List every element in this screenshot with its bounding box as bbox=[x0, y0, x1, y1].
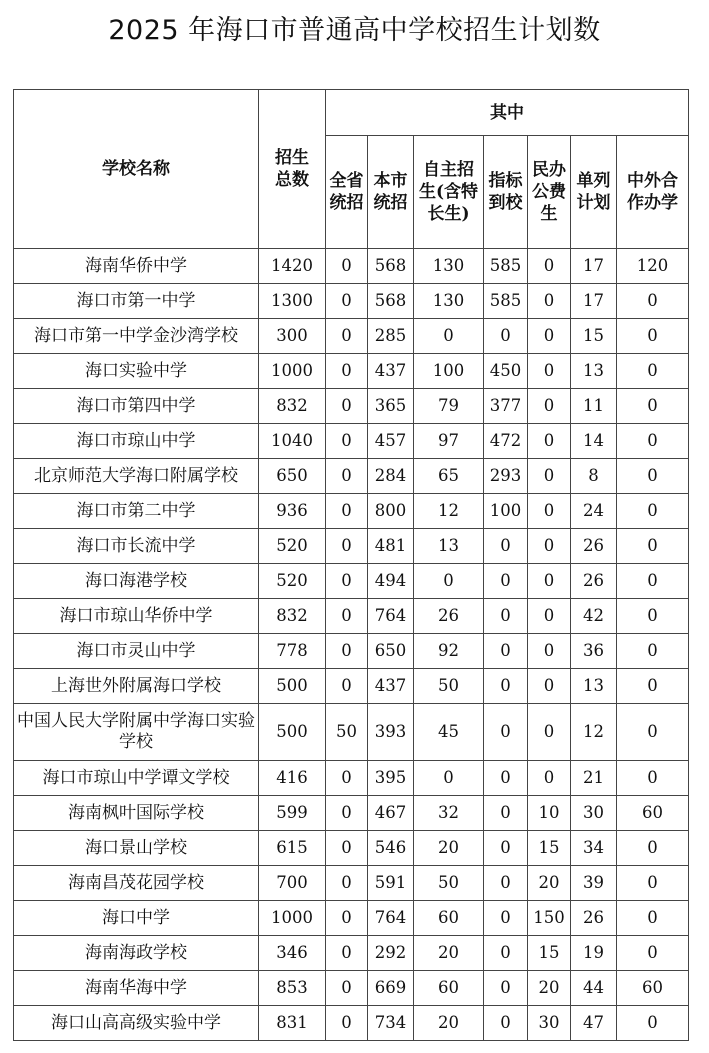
header-city bbox=[368, 136, 414, 249]
independent-cell: 50 bbox=[414, 866, 484, 901]
separate-cell: 19 bbox=[571, 936, 617, 971]
private-public-cell: 30 bbox=[528, 1006, 571, 1041]
total-cell: 615 bbox=[259, 831, 326, 866]
total-cell: 1300 bbox=[259, 284, 326, 319]
separate-cell: 12 bbox=[571, 704, 617, 761]
sino-foreign-cell: 0 bbox=[617, 669, 689, 704]
sino-foreign-cell: 0 bbox=[617, 634, 689, 669]
sino-foreign-cell: 0 bbox=[617, 494, 689, 529]
total-cell: 500 bbox=[259, 704, 326, 761]
city-cell: 800 bbox=[368, 494, 414, 529]
school-name-cell: 海口市第四中学 bbox=[14, 389, 259, 424]
city-cell: 764 bbox=[368, 901, 414, 936]
total-cell: 500 bbox=[259, 669, 326, 704]
table-row bbox=[14, 319, 689, 354]
private-public-cell: 0 bbox=[528, 249, 571, 284]
city-cell: 546 bbox=[368, 831, 414, 866]
city-cell: 365 bbox=[368, 389, 414, 424]
provincial-cell: 0 bbox=[326, 831, 368, 866]
table-row bbox=[14, 936, 689, 971]
table-row bbox=[14, 564, 689, 599]
table-row bbox=[14, 831, 689, 866]
independent-cell: 32 bbox=[414, 796, 484, 831]
total-cell: 853 bbox=[259, 971, 326, 1006]
separate-cell: 11 bbox=[571, 389, 617, 424]
school-name-cell: 海口实验中学 bbox=[14, 354, 259, 389]
separate-cell: 14 bbox=[571, 424, 617, 459]
table-row bbox=[14, 389, 689, 424]
city-cell: 494 bbox=[368, 564, 414, 599]
school-name-cell: 海南海政学校 bbox=[14, 936, 259, 971]
city-cell: 568 bbox=[368, 249, 414, 284]
total-cell: 1040 bbox=[259, 424, 326, 459]
header-quota-label: 指标到校 bbox=[488, 171, 523, 213]
sino-foreign-cell: 120 bbox=[617, 249, 689, 284]
provincial-cell: 0 bbox=[326, 424, 368, 459]
city-cell: 437 bbox=[368, 669, 414, 704]
private-public-cell: 150 bbox=[528, 901, 571, 936]
separate-cell: 47 bbox=[571, 1006, 617, 1041]
total-cell: 778 bbox=[259, 634, 326, 669]
enrollment-plan-table bbox=[13, 89, 689, 1041]
independent-cell: 26 bbox=[414, 599, 484, 634]
table-row bbox=[14, 1006, 689, 1041]
sino-foreign-cell: 60 bbox=[617, 796, 689, 831]
total-cell: 936 bbox=[259, 494, 326, 529]
sino-foreign-cell: 0 bbox=[617, 1006, 689, 1041]
quota-cell: 0 bbox=[484, 866, 528, 901]
independent-cell: 79 bbox=[414, 389, 484, 424]
header-independent-label: 自主招生(含特长生) bbox=[418, 160, 479, 224]
city-cell: 437 bbox=[368, 354, 414, 389]
private-public-cell: 15 bbox=[528, 831, 571, 866]
separate-cell: 21 bbox=[571, 761, 617, 796]
table-row bbox=[14, 704, 689, 761]
provincial-cell: 0 bbox=[326, 494, 368, 529]
separate-cell: 26 bbox=[571, 564, 617, 599]
total-cell: 300 bbox=[259, 319, 326, 354]
independent-cell: 0 bbox=[414, 564, 484, 599]
table-row bbox=[14, 459, 689, 494]
school-name-cell: 海南昌茂花园学校 bbox=[14, 866, 259, 901]
sino-foreign-cell: 0 bbox=[617, 389, 689, 424]
header-independent bbox=[414, 136, 484, 249]
quota-cell: 0 bbox=[484, 796, 528, 831]
total-cell: 700 bbox=[259, 866, 326, 901]
separate-cell: 34 bbox=[571, 831, 617, 866]
sino-foreign-cell: 0 bbox=[617, 866, 689, 901]
separate-cell: 17 bbox=[571, 284, 617, 319]
table-row bbox=[14, 866, 689, 901]
private-public-cell: 10 bbox=[528, 796, 571, 831]
header-provincial bbox=[326, 136, 368, 249]
school-name-cell: 海口市第二中学 bbox=[14, 494, 259, 529]
school-name-cell: 海口市琼山中学谭文学校 bbox=[14, 761, 259, 796]
sino-foreign-cell: 0 bbox=[617, 761, 689, 796]
independent-cell: 60 bbox=[414, 901, 484, 936]
sino-foreign-cell: 0 bbox=[617, 284, 689, 319]
independent-cell: 13 bbox=[414, 529, 484, 564]
table-row bbox=[14, 249, 689, 284]
city-cell: 457 bbox=[368, 424, 414, 459]
school-name-cell: 海口中学 bbox=[14, 901, 259, 936]
table-row bbox=[14, 971, 689, 1006]
provincial-cell: 0 bbox=[326, 634, 368, 669]
table-body bbox=[14, 249, 689, 1041]
table-row bbox=[14, 761, 689, 796]
independent-cell: 130 bbox=[414, 284, 484, 319]
provincial-cell: 0 bbox=[326, 669, 368, 704]
school-name-cell: 海口市第一中学 bbox=[14, 284, 259, 319]
school-name-cell: 海口景山学校 bbox=[14, 831, 259, 866]
header-city-label: 本市统招 bbox=[373, 171, 408, 213]
quota-cell: 0 bbox=[484, 319, 528, 354]
city-cell: 285 bbox=[368, 319, 414, 354]
school-name-cell: 海口山高高级实验中学 bbox=[14, 1006, 259, 1041]
independent-cell: 92 bbox=[414, 634, 484, 669]
school-name-cell: 海口市琼山华侨中学 bbox=[14, 599, 259, 634]
header-private-public-label: 民办公费生 bbox=[532, 160, 566, 224]
provincial-cell: 0 bbox=[326, 459, 368, 494]
school-name-cell: 海南华海中学 bbox=[14, 971, 259, 1006]
table-row bbox=[14, 284, 689, 319]
independent-cell: 0 bbox=[414, 761, 484, 796]
private-public-cell: 0 bbox=[528, 459, 571, 494]
quota-cell: 0 bbox=[484, 761, 528, 796]
provincial-cell: 0 bbox=[326, 249, 368, 284]
separate-cell: 13 bbox=[571, 354, 617, 389]
quota-cell: 0 bbox=[484, 831, 528, 866]
quota-cell: 0 bbox=[484, 529, 528, 564]
separate-cell: 26 bbox=[571, 529, 617, 564]
quota-cell: 0 bbox=[484, 634, 528, 669]
total-cell: 832 bbox=[259, 599, 326, 634]
sino-foreign-cell: 60 bbox=[617, 971, 689, 1006]
school-name-cell: 北京师范大学海口附属学校 bbox=[14, 459, 259, 494]
private-public-cell: 0 bbox=[528, 564, 571, 599]
private-public-cell: 0 bbox=[528, 284, 571, 319]
independent-cell: 60 bbox=[414, 971, 484, 1006]
table-row bbox=[14, 634, 689, 669]
quota-cell: 377 bbox=[484, 389, 528, 424]
city-cell: 481 bbox=[368, 529, 414, 564]
table-row bbox=[14, 599, 689, 634]
quota-cell: 0 bbox=[484, 901, 528, 936]
quota-cell: 100 bbox=[484, 494, 528, 529]
independent-cell: 12 bbox=[414, 494, 484, 529]
city-cell: 764 bbox=[368, 599, 414, 634]
separate-cell: 8 bbox=[571, 459, 617, 494]
city-cell: 467 bbox=[368, 796, 414, 831]
total-cell: 1000 bbox=[259, 354, 326, 389]
school-name-cell: 海口市长流中学 bbox=[14, 529, 259, 564]
quota-cell: 0 bbox=[484, 1006, 528, 1041]
private-public-cell: 0 bbox=[528, 529, 571, 564]
total-cell: 831 bbox=[259, 1006, 326, 1041]
header-private-public bbox=[528, 136, 571, 249]
provincial-cell: 0 bbox=[326, 284, 368, 319]
school-name-cell: 海口市第一中学金沙湾学校 bbox=[14, 319, 259, 354]
provincial-cell: 0 bbox=[326, 936, 368, 971]
sino-foreign-cell: 0 bbox=[617, 599, 689, 634]
private-public-cell: 0 bbox=[528, 389, 571, 424]
city-cell: 734 bbox=[368, 1006, 414, 1041]
private-public-cell: 0 bbox=[528, 424, 571, 459]
header-school-name: 学校名称 bbox=[14, 90, 259, 249]
provincial-cell: 0 bbox=[326, 796, 368, 831]
school-name-cell: 海南华侨中学 bbox=[14, 249, 259, 284]
header-separate bbox=[571, 136, 617, 249]
private-public-cell: 0 bbox=[528, 599, 571, 634]
provincial-cell: 0 bbox=[326, 354, 368, 389]
private-public-cell: 15 bbox=[528, 936, 571, 971]
header-group: 其中 bbox=[326, 90, 689, 136]
provincial-cell: 0 bbox=[326, 389, 368, 424]
city-cell: 669 bbox=[368, 971, 414, 1006]
sino-foreign-cell: 0 bbox=[617, 704, 689, 761]
quota-cell: 450 bbox=[484, 354, 528, 389]
separate-cell: 39 bbox=[571, 866, 617, 901]
provincial-cell: 0 bbox=[326, 1006, 368, 1041]
total-cell: 520 bbox=[259, 529, 326, 564]
independent-cell: 0 bbox=[414, 319, 484, 354]
separate-cell: 17 bbox=[571, 249, 617, 284]
independent-cell: 65 bbox=[414, 459, 484, 494]
table-row bbox=[14, 354, 689, 389]
city-cell: 650 bbox=[368, 634, 414, 669]
city-cell: 292 bbox=[368, 936, 414, 971]
provincial-cell: 0 bbox=[326, 866, 368, 901]
total-cell: 346 bbox=[259, 936, 326, 971]
independent-cell: 20 bbox=[414, 936, 484, 971]
table-row bbox=[14, 669, 689, 704]
sino-foreign-cell: 0 bbox=[617, 459, 689, 494]
private-public-cell: 0 bbox=[528, 319, 571, 354]
private-public-cell: 0 bbox=[528, 634, 571, 669]
header-total-label: 招生总数 bbox=[275, 148, 309, 190]
quota-cell: 0 bbox=[484, 971, 528, 1006]
private-public-cell: 0 bbox=[528, 704, 571, 761]
quota-cell: 293 bbox=[484, 459, 528, 494]
school-name-cell: 海南枫叶国际学校 bbox=[14, 796, 259, 831]
sino-foreign-cell: 0 bbox=[617, 564, 689, 599]
separate-cell: 26 bbox=[571, 901, 617, 936]
provincial-cell: 0 bbox=[326, 319, 368, 354]
separate-cell: 36 bbox=[571, 634, 617, 669]
separate-cell: 30 bbox=[571, 796, 617, 831]
sino-foreign-cell: 0 bbox=[617, 901, 689, 936]
separate-cell: 24 bbox=[571, 494, 617, 529]
table-row bbox=[14, 494, 689, 529]
total-cell: 416 bbox=[259, 761, 326, 796]
total-cell: 1420 bbox=[259, 249, 326, 284]
header-total bbox=[259, 90, 326, 249]
quota-cell: 0 bbox=[484, 936, 528, 971]
header-quota bbox=[484, 136, 528, 249]
provincial-cell: 0 bbox=[326, 971, 368, 1006]
quota-cell: 0 bbox=[484, 704, 528, 761]
separate-cell: 15 bbox=[571, 319, 617, 354]
sino-foreign-cell: 0 bbox=[617, 936, 689, 971]
sino-foreign-cell: 0 bbox=[617, 529, 689, 564]
private-public-cell: 0 bbox=[528, 494, 571, 529]
private-public-cell: 0 bbox=[528, 669, 571, 704]
private-public-cell: 20 bbox=[528, 971, 571, 1006]
table-row bbox=[14, 424, 689, 459]
school-name-cell: 海口海港学校 bbox=[14, 564, 259, 599]
separate-cell: 42 bbox=[571, 599, 617, 634]
table-row bbox=[14, 796, 689, 831]
table-header bbox=[14, 90, 689, 249]
sino-foreign-cell: 0 bbox=[617, 354, 689, 389]
school-name-cell: 上海世外附属海口学校 bbox=[14, 669, 259, 704]
city-cell: 395 bbox=[368, 761, 414, 796]
city-cell: 591 bbox=[368, 866, 414, 901]
total-cell: 832 bbox=[259, 389, 326, 424]
city-cell: 568 bbox=[368, 284, 414, 319]
provincial-cell: 0 bbox=[326, 599, 368, 634]
sino-foreign-cell: 0 bbox=[617, 831, 689, 866]
sino-foreign-cell: 0 bbox=[617, 424, 689, 459]
independent-cell: 20 bbox=[414, 831, 484, 866]
private-public-cell: 0 bbox=[528, 354, 571, 389]
separate-cell: 13 bbox=[571, 669, 617, 704]
independent-cell: 45 bbox=[414, 704, 484, 761]
provincial-cell: 50 bbox=[326, 704, 368, 761]
independent-cell: 100 bbox=[414, 354, 484, 389]
quota-cell: 585 bbox=[484, 249, 528, 284]
header-separate-label: 单列计划 bbox=[576, 171, 611, 213]
sino-foreign-cell: 0 bbox=[617, 319, 689, 354]
header-sino-foreign-label: 中外合作办学 bbox=[627, 171, 678, 213]
total-cell: 1000 bbox=[259, 901, 326, 936]
private-public-cell: 0 bbox=[528, 761, 571, 796]
header-provincial-label: 全省统招 bbox=[329, 171, 364, 213]
quota-cell: 472 bbox=[484, 424, 528, 459]
city-cell: 284 bbox=[368, 459, 414, 494]
total-cell: 599 bbox=[259, 796, 326, 831]
independent-cell: 50 bbox=[414, 669, 484, 704]
city-cell: 393 bbox=[368, 704, 414, 761]
header-sino-foreign bbox=[617, 136, 689, 249]
independent-cell: 97 bbox=[414, 424, 484, 459]
provincial-cell: 0 bbox=[326, 761, 368, 796]
table-row bbox=[14, 901, 689, 936]
quota-cell: 585 bbox=[484, 284, 528, 319]
provincial-cell: 0 bbox=[326, 564, 368, 599]
school-name-cell: 中国人民大学附属中学海口实验学校 bbox=[14, 704, 259, 761]
provincial-cell: 0 bbox=[326, 529, 368, 564]
independent-cell: 130 bbox=[414, 249, 484, 284]
school-name-cell: 海口市琼山中学 bbox=[14, 424, 259, 459]
provincial-cell: 0 bbox=[326, 901, 368, 936]
table-row bbox=[14, 529, 689, 564]
quota-cell: 0 bbox=[484, 564, 528, 599]
private-public-cell: 20 bbox=[528, 866, 571, 901]
quota-cell: 0 bbox=[484, 669, 528, 704]
page-title: 2025 年海口市普通高中学校招生计划数 bbox=[108, 15, 601, 46]
quota-cell: 0 bbox=[484, 599, 528, 634]
independent-cell: 20 bbox=[414, 1006, 484, 1041]
separate-cell: 44 bbox=[571, 971, 617, 1006]
total-cell: 520 bbox=[259, 564, 326, 599]
school-name-cell: 海口市灵山中学 bbox=[14, 634, 259, 669]
total-cell: 650 bbox=[259, 459, 326, 494]
